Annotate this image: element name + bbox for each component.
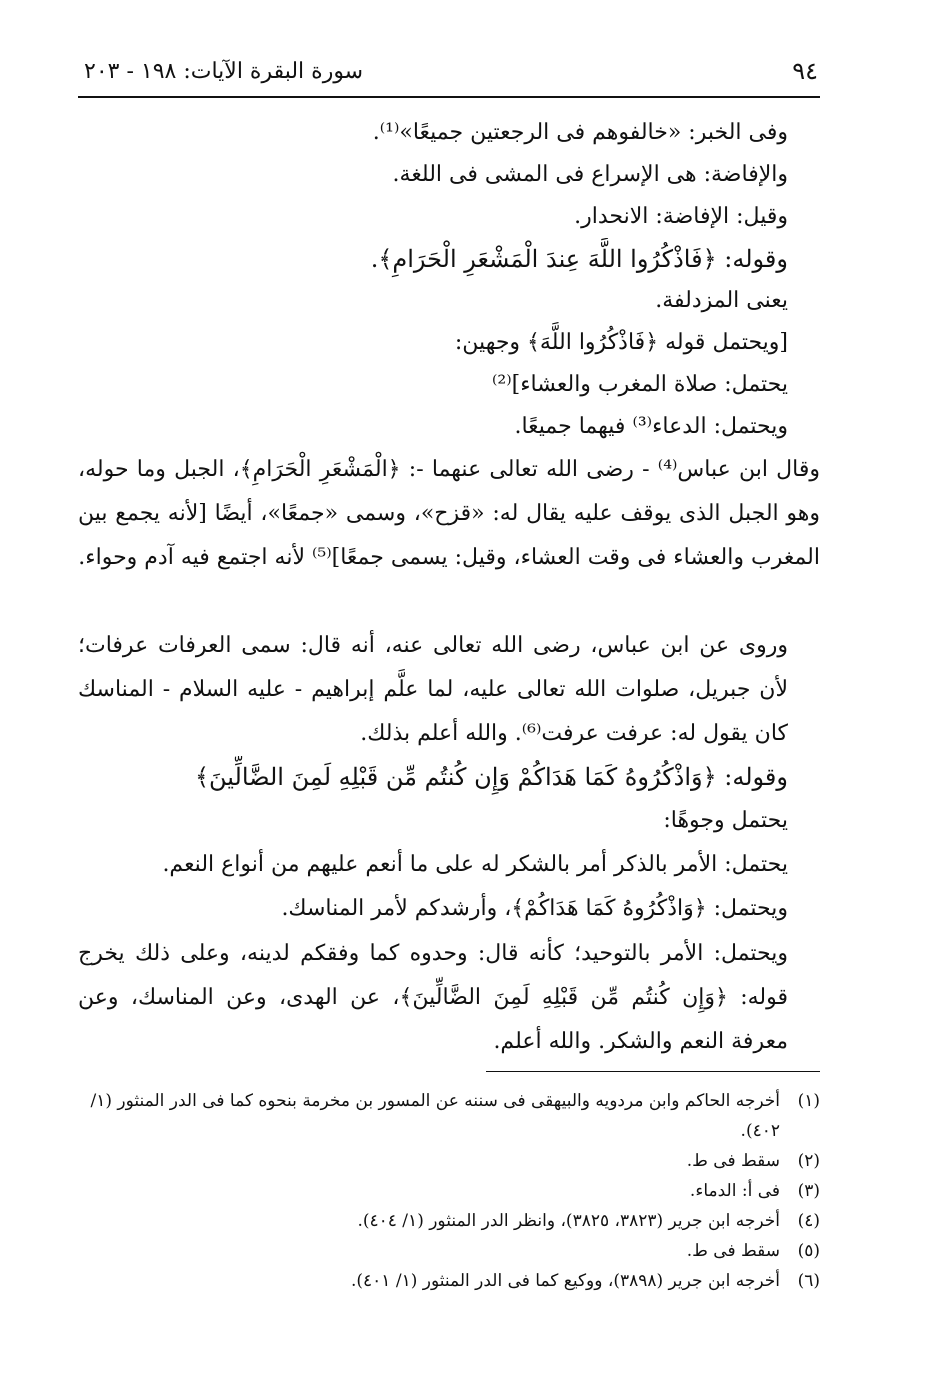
footnote-number: (٢) <box>797 1151 820 1171</box>
footnotes <box>78 1086 820 1296</box>
text-line: وقوله: ﴿وَاذْكُرُوهُ كَمَا هَدَاكُمْ وَإِن كُنتُم مِّن قَبْلِهِ لَمِنَ الضَّالِّينَ﴾ <box>194 763 788 791</box>
page-number: ٩٤ <box>792 57 818 85</box>
main-text <box>78 112 820 1064</box>
text-line: يعنى المزدلفة. <box>655 288 788 313</box>
text-line: والإفاضة: هى الإسراع فى المشى فى اللغة. <box>392 162 788 187</box>
running-title: سورة البقرة الآيات: ١٩٨ - ٢٠٣ <box>84 59 364 84</box>
footnote <box>78 1266 820 1296</box>
text-line: يحتمل: صلاة المغرب والعشاء]⁽²⁾ <box>491 372 788 397</box>
footnote-text: سقط فى ط. <box>686 1241 780 1261</box>
footnote <box>78 1176 820 1206</box>
text-line: ويحتمل: الدعاء⁽³⁾ فيهما جميعًا. <box>514 414 788 439</box>
footnote-number: (٥) <box>797 1241 820 1261</box>
header-rule <box>78 96 820 98</box>
footnote-text: أخرجه ابن جرير (٣٨٩٨)، ووكيع كما فى الدر المنثور (١/ ٤٠١). <box>350 1271 780 1291</box>
text-line: وقيل: الإفاضة: الانحدار. <box>574 204 788 229</box>
footnote <box>78 1236 820 1266</box>
text-line: [ويحتمل قوله ﴿فَاذْكُرُوا اللَّهَ﴾ وجهين: <box>454 330 788 355</box>
footnote-text: أخرجه الحاكم وابن مردويه والبيهقى فى سننه عن المسور بن مخرمة بنحوه كما فى الدر المنثور (١/ ٤٠٢). <box>90 1091 780 1141</box>
paragraph: ويحتمل: الأمر بالتوحيد؛ كأنه قال: وحدوه كما وفقكم لدينه، وعلى ذلك يخرج قوله: ﴿وَإِن كُنتُم مِّن قَبْلِهِ لَمِنَ الضَّالِّينَ﴾، عن الهدى، وعن المناسك، وعن معرفة النعم والشكر. والله أعلم. <box>78 941 788 1054</box>
footnote <box>78 1206 820 1236</box>
paragraph: وقال ابن عباس⁽⁴⁾ - رضى الله تعالى عنهما -: ﴿الْمَشْعَرِ الْحَرَامِ﴾، الجبل وما حوله، وهو الجبل الذى يوقف عليه يقال له: «قزح»، وسمى «جمعًا»، أيضًا [لأنه يجمع بين المغرب والعشاء فى وقت العشاء، وقيل: يسمى جمعًا]⁽⁵⁾ لأنه اجتمع فيه آدم وحواء. <box>78 457 820 570</box>
paragraph: وروى عن ابن عباس، رضى الله تعالى عنه، أنه قال: سمى العرفات عرفات؛ لأن جبريل، صلوات الله تعالى عليه، لما علَّم إبراهيم - عليه السلام - المناسك كان يقول له: عرفت عرفت⁽⁶⁾. والله أعلم بذلك. <box>78 633 788 746</box>
text-line: وقوله: ﴿فَاذْكُرُوا اللَّهَ عِندَ الْمَشْعَرِ الْحَرَامِ﴾. <box>370 245 788 273</box>
footnote-text: سقط فى ط. <box>686 1151 780 1171</box>
footnote-text: فى أ: الدماء. <box>689 1181 780 1201</box>
footnote-rule <box>486 1071 820 1072</box>
footnote <box>78 1086 820 1146</box>
footnote <box>78 1146 820 1176</box>
text-line: يحتمل وجوهًا: <box>663 808 788 833</box>
footnote-number: (٤) <box>797 1211 820 1231</box>
text-line: وفى الخبر: «خالفوهم فى الرجعتين جميعًا»⁽¹⁾. <box>372 120 788 145</box>
page-header <box>78 55 820 91</box>
text-line: ويحتمل: ﴿وَاذْكُرُوهُ كَمَا هَدَاكُمْ﴾، وأرشدكم لأمر المناسك. <box>281 896 788 921</box>
footnote-number: (١) <box>797 1091 820 1111</box>
footnote-number: (٣) <box>797 1181 820 1201</box>
footnote-text: أخرجه ابن جرير (٣٨٢٣، ٣٨٢٥)، وانظر الدر المنثور (١/ ٤٠٤). <box>357 1211 780 1231</box>
text-line: يحتمل: الأمر بالذكر أمر بالشكر له على ما أنعم عليهم من أنواع النعم. <box>162 852 788 877</box>
footnote-number: (٦) <box>797 1271 820 1291</box>
